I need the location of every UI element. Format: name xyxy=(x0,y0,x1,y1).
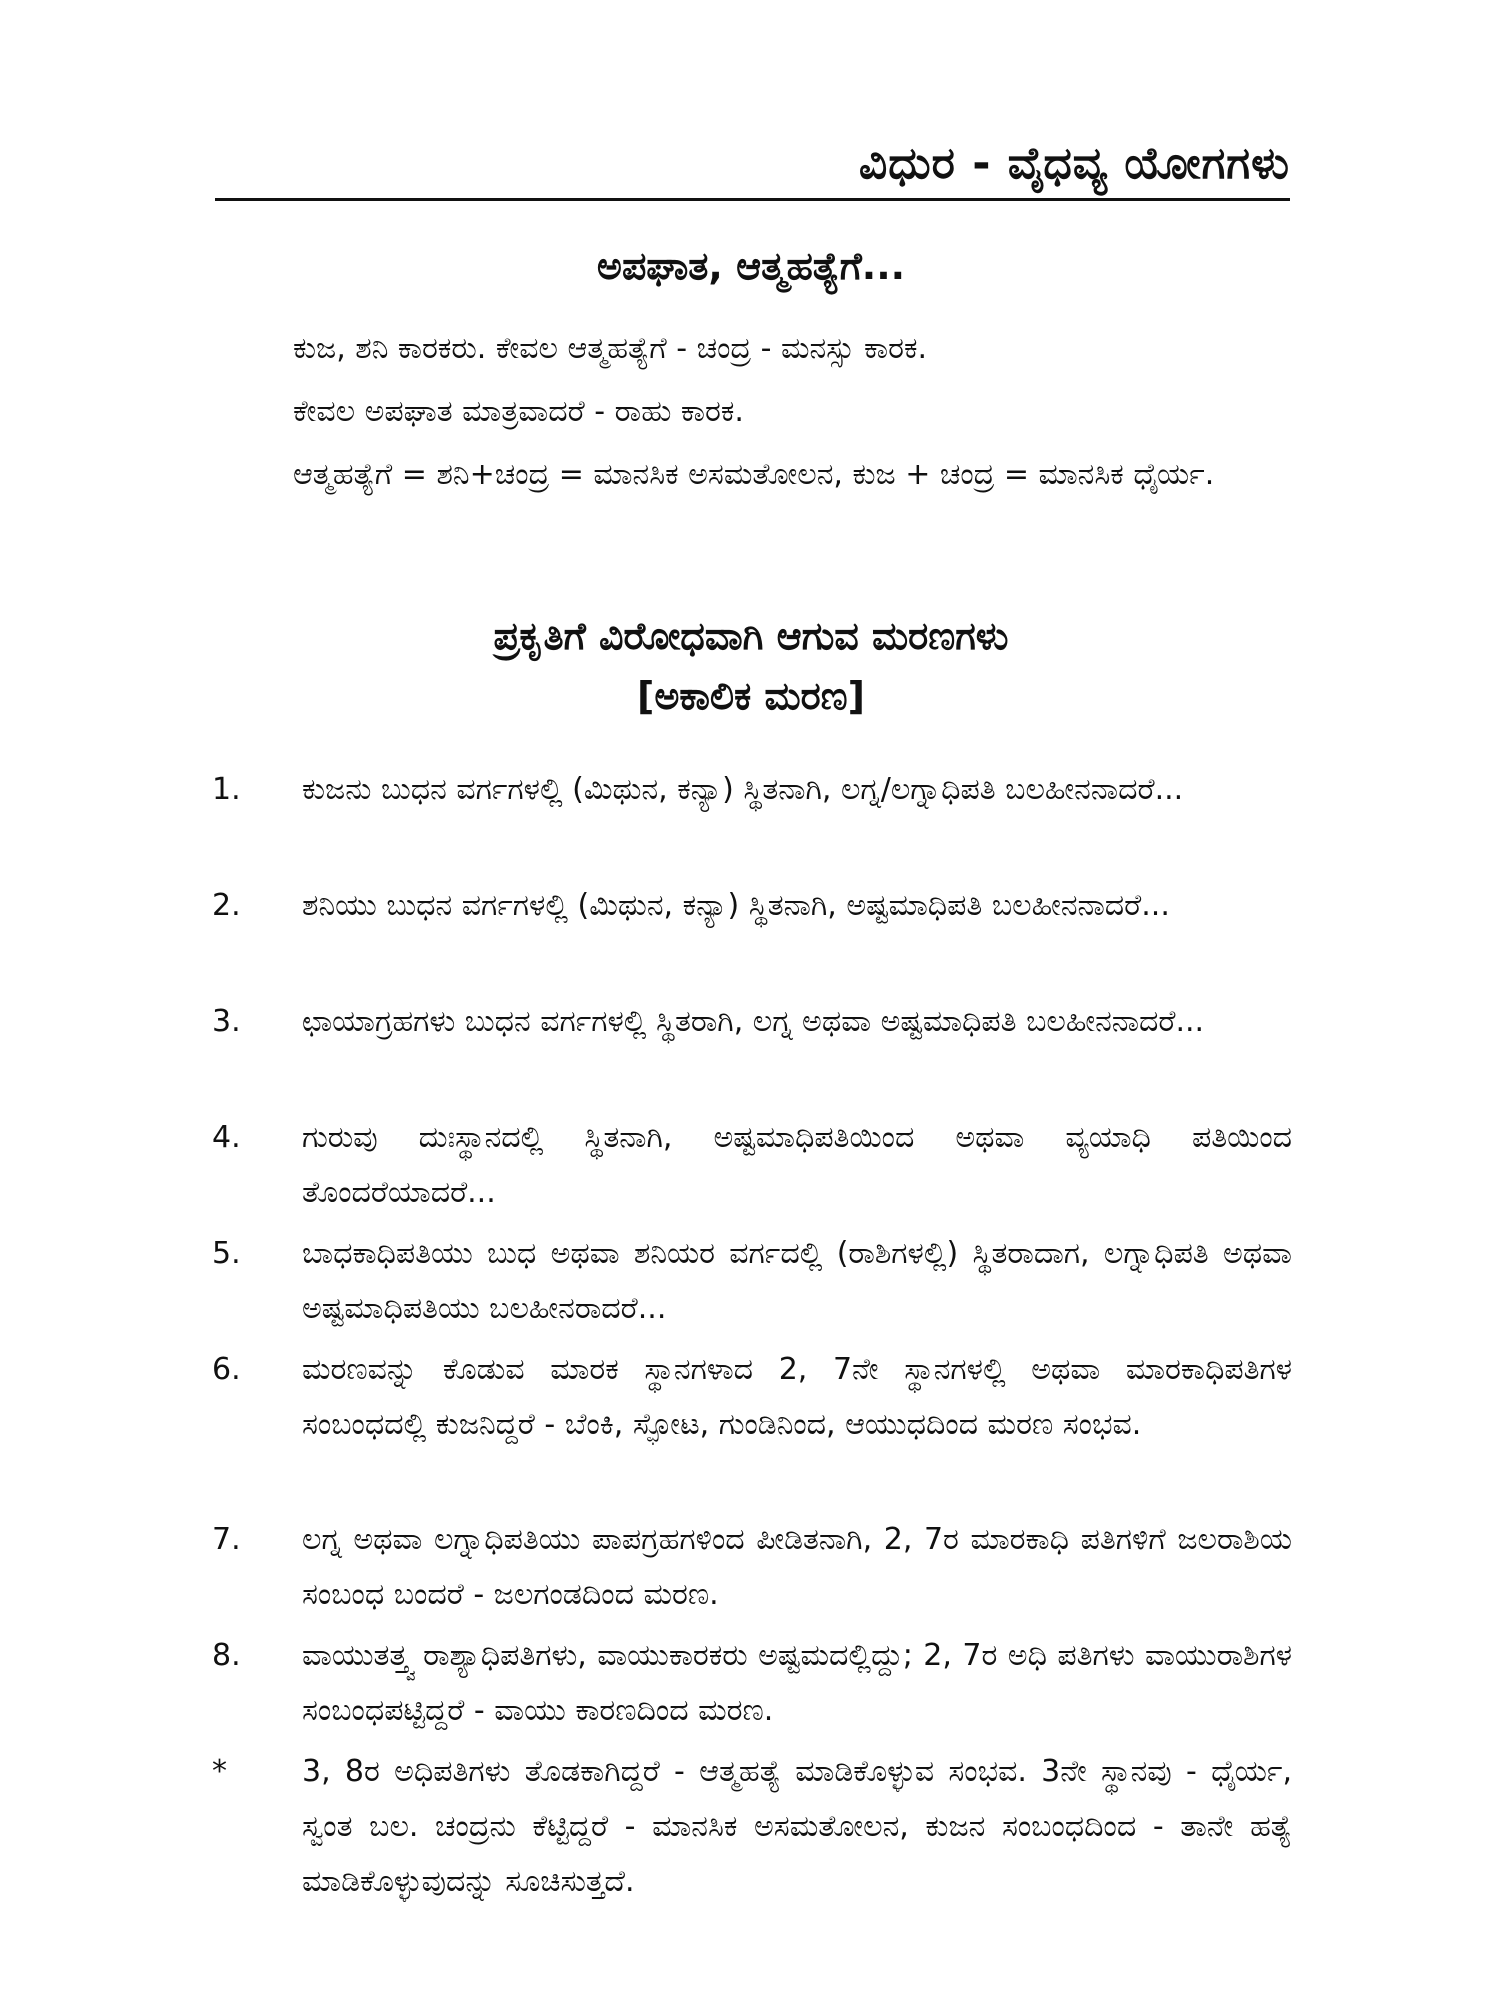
list-item-text: ಮರಣವನ್ನು ಕೊಡುವ ಮಾರಕ ಸ್ಥಾನಗಳಾದ 2, 7ನೇ ಸ್ಥಾನಗಳಲ್ಲಿ ಅಥವಾ ಮಾರಕಾಧಿಪತಿಗಳ ಸಂಬಂಧದಲ್ಲಿ ಕುಜನಿದ್ದರೆ - ಬೆಂಕಿ, ಸ್ಫೋಟ, ಗುಂಡಿನಿಂದ, ಆಯುಧದಿಂದ ಮರಣ ಸಂಭವ. xyxy=(302,1352,1292,1442)
paragraph-karakas xyxy=(215,322,1290,376)
paragraph-suicide-formula xyxy=(215,448,1290,502)
list-item-number: 7. xyxy=(212,1522,241,1557)
paragraph-line-3: ಆತ್ಮಹತ್ಯೆಗೆ = ಶನಿ+ಚಂದ್ರ = ಮಾನಸಿಕ ಅಸಮತೋಲನ, ಕುಜ + ಚಂದ್ರ = ಮಾನಸಿಕ ಧೈರ್ಯ. xyxy=(293,457,1215,492)
paragraph-accident xyxy=(215,385,1290,439)
section-title-accident: ಅಪಘಾತ, ಆತ್ಮಹತ್ಯೆಗೆ... xyxy=(596,244,906,288)
list-item-number: 2. xyxy=(212,888,241,923)
list-item-text: ಗುರುವು ದುಃಸ್ಥಾನದಲ್ಲಿ ಸ್ಥಿತನಾಗಿ, ಅಷ್ಟಮಾಧಿಪತಿಯಿಂದ ಅಥವಾ ವ್ಯಯಾಧಿ ಪತಿಯಿಂದ ತೊಂದರೆಯಾದರೆ... xyxy=(302,1120,1292,1210)
paragraph-line-1: ಕುಜ, ಶನಿ ಕಾರಕರು. ಕೇವಲ ಆತ್ಮಹತ್ಯೆಗೆ - ಚಂದ್ರ - ಮನಸ್ಸು ಕಾರಕ. xyxy=(293,331,928,366)
list-item-number: 5. xyxy=(212,1236,241,1271)
header-divider xyxy=(215,198,1290,201)
list-item-text: ಕುಜನು ಬುಧನ ವರ್ಗಗಳಲ್ಲಿ (ಮಿಥುನ, ಕನ್ಯಾ) ಸ್ಥಿತನಾಗಿ, ಲಗ್ನ/ಲಗ್ನಾಧಿಪತಿ ಬಲಹೀನನಾದರೆ... xyxy=(302,772,1184,807)
list-item-number: 3. xyxy=(212,1004,241,1039)
section-title-untimely-deaths: ಪ್ರಕೃತಿಗೆ ವಿರೋಧವಾಗಿ ಆಗುವ ಮರಣಗಳು xyxy=(493,614,1009,658)
list-item-text: ಛಾಯಾಗ್ರಹಗಳು ಬುಧನ ವರ್ಗಗಳಲ್ಲಿ ಸ್ಥಿತರಾಗಿ, ಲಗ್ನ ಅಥವಾ ಅಷ್ಟಮಾಧಿಪತಿ ಬಲಹೀನನಾದರೆ... xyxy=(302,1004,1205,1039)
running-header: ವಿಧುರ - ವೈಧವ್ಯ ಯೋಗಗಳು xyxy=(858,138,1290,189)
list-item-asterisk: * xyxy=(212,1754,227,1789)
section-subtitle-untimely-death: [ಅಕಾಲಿಕ ಮರಣ] xyxy=(636,674,865,718)
paragraph-line-2: ಕೇವಲ ಅಪಘಾತ ಮಾತ್ರವಾದರೆ - ರಾಹು ಕಾರಕ. xyxy=(293,394,744,429)
list-item-number: 4. xyxy=(212,1120,241,1155)
list-item-text: ಶನಿಯು ಬುಧನ ವರ್ಗಗಳಲ್ಲಿ (ಮಿಥುನ, ಕನ್ಯಾ) ಸ್ಥಿತನಾಗಿ, ಅಷ್ಟಮಾಧಿಪತಿ ಬಲಹೀನನಾದರೆ... xyxy=(302,888,1170,923)
list-item-text: 3, 8ರ ಅಧಿಪತಿಗಳು ತೊಡಕಾಗಿದ್ದರೆ - ಆತ್ಮಹತ್ಯೆ ಮಾಡಿಕೊಳ್ಳುವ ಸಂಭವ. 3ನೇ ಸ್ಥಾನವು - ಧೈರ್ಯ, ಸ್ವಂತ ಬಲ. ಚಂದ್ರನು ಕೆಟ್ಟಿದ್ದರೆ - ಮಾನಸಿಕ ಅಸಮತೋಲನ, ಕುಜನ ಸಂಬಂಧದಿಂದ - ತಾನೇ ಹತ್ಯೆ ಮಾಡಿಕೊಳ್ಳುವುದನ್ನು ಸೂಚಿಸುತ್ತದೆ. xyxy=(302,1754,1292,1899)
list-item-text: ಬಾಧಕಾಧಿಪತಿಯು ಬುಧ ಅಥವಾ ಶನಿಯರ ವರ್ಗದಲ್ಲಿ (ರಾಶಿಗಳಲ್ಲಿ) ಸ್ಥಿತರಾದಾಗ, ಲಗ್ನಾಧಿಪತಿ ಅಥವಾ ಅಷ್ಟಮಾಧಿಪತಿಯು ಬಲಹೀನರಾದರೆ... xyxy=(302,1236,1292,1326)
list-item-number: 6. xyxy=(212,1352,241,1387)
list-item-number: 1. xyxy=(212,772,241,807)
list-item-number: 8. xyxy=(212,1638,241,1673)
list-item-text: ಲಗ್ನ ಅಥವಾ ಲಗ್ನಾಧಿಪತಿಯು ಪಾಪಗ್ರಹಗಳಿಂದ ಪೀಡಿತನಾಗಿ, 2, 7ರ ಮಾರಕಾಧಿ ಪತಿಗಳಿಗೆ ಜಲರಾಶಿಯ ಸಂಬಂಧ ಬಂದರೆ - ಜಲಗಂಡದಿಂದ ಮರಣ. xyxy=(302,1522,1292,1612)
list-item-text: ವಾಯುತತ್ತ್ವ ರಾಶ್ಯಾಧಿಪತಿಗಳು, ವಾಯುಕಾರಕರು ಅಷ್ಟಮದಲ್ಲಿದ್ದು; 2, 7ರ ಅಧಿ ಪತಿಗಳು ವಾಯುರಾಶಿಗಳ ಸಂಬಂಧಪಟ್ಟಿದ್ದರೆ - ವಾಯು ಕಾರಣದಿಂದ ಮರಣ. xyxy=(302,1638,1292,1728)
